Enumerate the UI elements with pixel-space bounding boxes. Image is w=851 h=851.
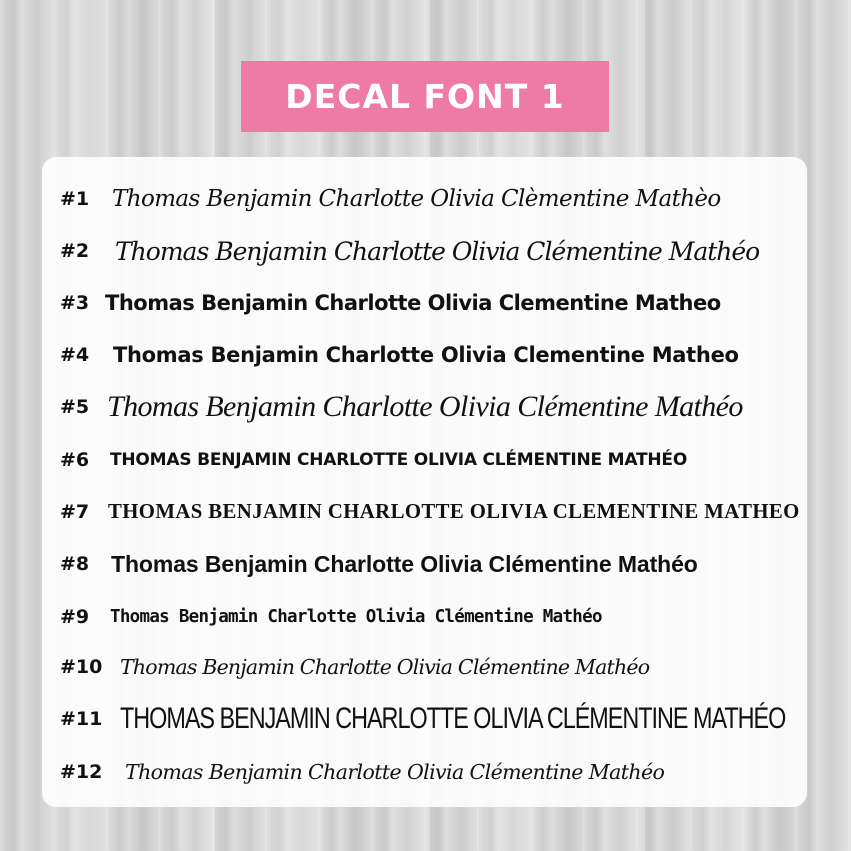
font-sample-row-10 bbox=[60, 645, 649, 689]
font-number: #10 bbox=[60, 656, 103, 678]
title-banner bbox=[241, 61, 609, 132]
font-sample-row-8 bbox=[60, 542, 698, 586]
font-number: #12 bbox=[60, 761, 103, 783]
font-number: #11 bbox=[60, 708, 103, 730]
font-number: #1 bbox=[60, 188, 90, 210]
font-sample-text: THOMAS BENJAMIN CHARLOTTE OLIVIA CLEMENTINE MATHEO bbox=[108, 500, 800, 523]
font-number: #2 bbox=[60, 240, 90, 262]
font-sample-row-11 bbox=[60, 697, 851, 741]
font-sample-text: Thomas Benjamin Charlotte Olivia Clémentine Mathéo bbox=[107, 390, 743, 423]
font-sample-text: Thomas Benjamin Charlotte Olivia Clémentine Mathéo bbox=[125, 760, 665, 784]
font-sample-text: Thomas Benjamin Charlotte Olivia Clèmentine Mathèo bbox=[112, 186, 721, 212]
font-sample-text: THOMAS BENJAMIN CHARLOTTE OLIVIA CLÉMENTINE MATHÉO bbox=[110, 450, 688, 470]
font-sample-row-1 bbox=[60, 177, 721, 221]
font-sample-row-2 bbox=[60, 229, 759, 273]
font-sample-row-5 bbox=[60, 385, 743, 429]
font-sample-row-7 bbox=[60, 490, 800, 534]
font-sample-text: Thomas Benjamin Charlotte Olivia Clementine Matheo bbox=[105, 291, 721, 315]
font-number: #3 bbox=[60, 292, 90, 314]
font-sample-row-12 bbox=[60, 750, 664, 794]
font-number: #4 bbox=[60, 344, 90, 366]
font-sample-text: Thomas Benjamin Charlotte Olivia Clémentine Mathéo bbox=[110, 607, 602, 627]
font-sample-text: Thomas Benjamin Charlotte Olivia Clémentine Mathéo bbox=[111, 550, 698, 577]
font-sample-text: Thomas Benjamin Charlotte Olivia Clémentine Mathéo bbox=[115, 236, 760, 266]
font-number: #9 bbox=[60, 606, 90, 628]
font-sample-row-3 bbox=[60, 281, 721, 325]
font-sample-row-9 bbox=[60, 595, 602, 639]
font-number: #6 bbox=[60, 449, 90, 471]
font-number: #7 bbox=[60, 501, 90, 523]
font-sample-text: Thomas Benjamin Charlotte Olivia Clementine Matheo bbox=[113, 343, 739, 367]
page-title: DECAL FONT 1 bbox=[285, 77, 565, 116]
font-number: #5 bbox=[60, 396, 90, 418]
font-sample-text: THOMAS BENJAMIN CHARLOTTE OLIVIA CLÉMENTINE MATHÉO bbox=[120, 702, 786, 735]
font-sample-row-4 bbox=[60, 333, 739, 377]
font-sample-text: Thomas Benjamin Charlotte Olivia Clémentine Mathéo bbox=[120, 655, 650, 679]
font-sample-row-6 bbox=[60, 438, 687, 482]
font-number: #8 bbox=[60, 553, 90, 575]
